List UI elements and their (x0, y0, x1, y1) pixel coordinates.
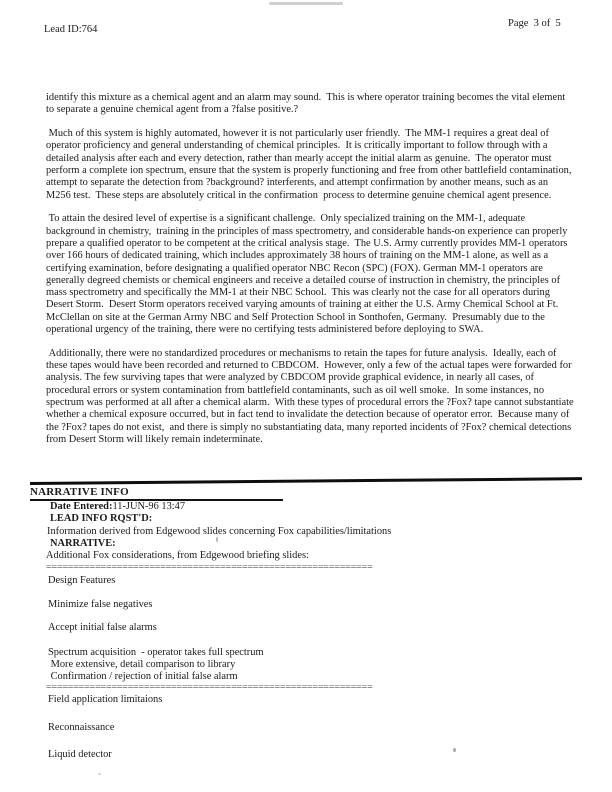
date-entered-label: Date Entered: (50, 501, 113, 513)
date-entered-row (30, 501, 588, 513)
slide-item: Liquid detector (48, 749, 112, 761)
paragraph: identify this mixture as a chemical agent and an alarm may sound. This is where operator training becomes the vital element to separate a genuine chemical agent from a ?false positive.? (46, 92, 568, 116)
date-entered-value: 11-JUN-96 13:47 (112, 501, 186, 513)
page-indicator: Page 3 of 5 (508, 18, 561, 29)
paragraph: Additionally, there were no standardized procedures or mechanisms to retain the tapes for future analysis. Ideally, each of these tapes would have been recorded and returned to CBDCOM. However, only a few of the actual tapes were forwarded for analysis. The few surviving tapes that were analyzed by CBDCOM provide graphical evidence, in nearly all cases, of procedural errors or system contamination from battlefield contaminants, such as oil well smoke. In some instances, no spectrum was performed at all after a chemical alarm. With these types of procedural errors the ?Fox? tape cannot substantiate whether a chemical exposure occurred, but in fact tend to invalidate the detection because of operator error. Because many of the ?Fox? tapes do not exist, and there is simply no substantiating data, many reported incidents of ?Fox? chemical detections from Desert Storm will likely remain indeterminate. (46, 347, 577, 445)
slide-item: Field application limitaions (48, 694, 163, 706)
dashed-separator: ============================================================ (46, 683, 373, 693)
narrative-info-section (30, 478, 588, 761)
slide-item: Reconnaissance (48, 721, 115, 733)
section-divider (30, 477, 582, 485)
narrative-label: NARRATIVE: (50, 538, 116, 550)
narrative-intro: Additional Fox considerations, from Edgewood briefing slides: (46, 550, 309, 562)
scan-artifact (269, 2, 343, 5)
slide-item: Spectrum acquisition - operator takes full spectrum (48, 646, 264, 658)
slide-item: Accept initial false alarms (48, 622, 157, 634)
slide-item: Design Features (48, 574, 116, 586)
slide-item: Confirmation / rejection of initial false alarm (48, 671, 238, 683)
paragraph: Much of this system is highly automated, however it is not particularly user friendly. The MM-1 requires a great deal of operator proficiency and general understanding of chemical principles. It is critically important to follow through with a detailed analysis after each and every detection, rather than mearly accept the initial alarm as genuine. The operator must perform a complete ion spectrum, ensure that the system is properly functioning and free from other battlefield contamination, attempt to separate the detection from ?background? interferents, and attempt confirmation by another means, such as an M256 test. These steps are absolutely critical in the confirmation process to determine genuine chemical agent presence. (46, 128, 575, 201)
slide-item: More extensive, detail comparison to library (48, 658, 236, 670)
dashed-separator: ============================================================ (46, 562, 373, 572)
scan-artifact (98, 773, 101, 775)
lead-id: Lead ID:764 (44, 24, 98, 35)
request-text: Information derived from Edgewood slides concerning Fox capabilities/limitations (47, 525, 392, 537)
slide-item: Minimize false negatives (48, 598, 153, 610)
body-text (46, 92, 575, 458)
lead-info-label: LEAD INFO RQST'D: (50, 513, 153, 525)
paragraph: To attain the desired level of expertise is a significant challenge. Only specialized training on the MM-1, adequate background in chemistry, training in the principles of mass spectrometry, and considerable hands-on experience can properly prepare a qualified operator to be competent at the critical analysis stage. The U.S. Army currently provides MM-1 operators over 166 hours of dedicated training, which includes approximately 38 hours of training on the MM-1 alone, as well as a certifying examination, before designating a qualified operator NBC Recon (SPC) (FOX). German MM-1 operators are generally degreed chemists or chemical engineers and receive a detailed course of instruction in chemistry, the principles of mass spectrometry and specifically the MM-1 at their NBC School. This was clearly not the case for all operators during Desert Storm. Desert Storm operators received varying amounts of training at either the U.S. Army Chemical School at Ft. McClellan on site at the German Army NBC and Self Protection School in Sonthofen, Germany. Presumably due to the operational urgency of the training, there were no certifying tests administered before deploying to SWA. (46, 213, 571, 336)
narrative-info-heading: NARRATIVE INFO (30, 486, 129, 499)
